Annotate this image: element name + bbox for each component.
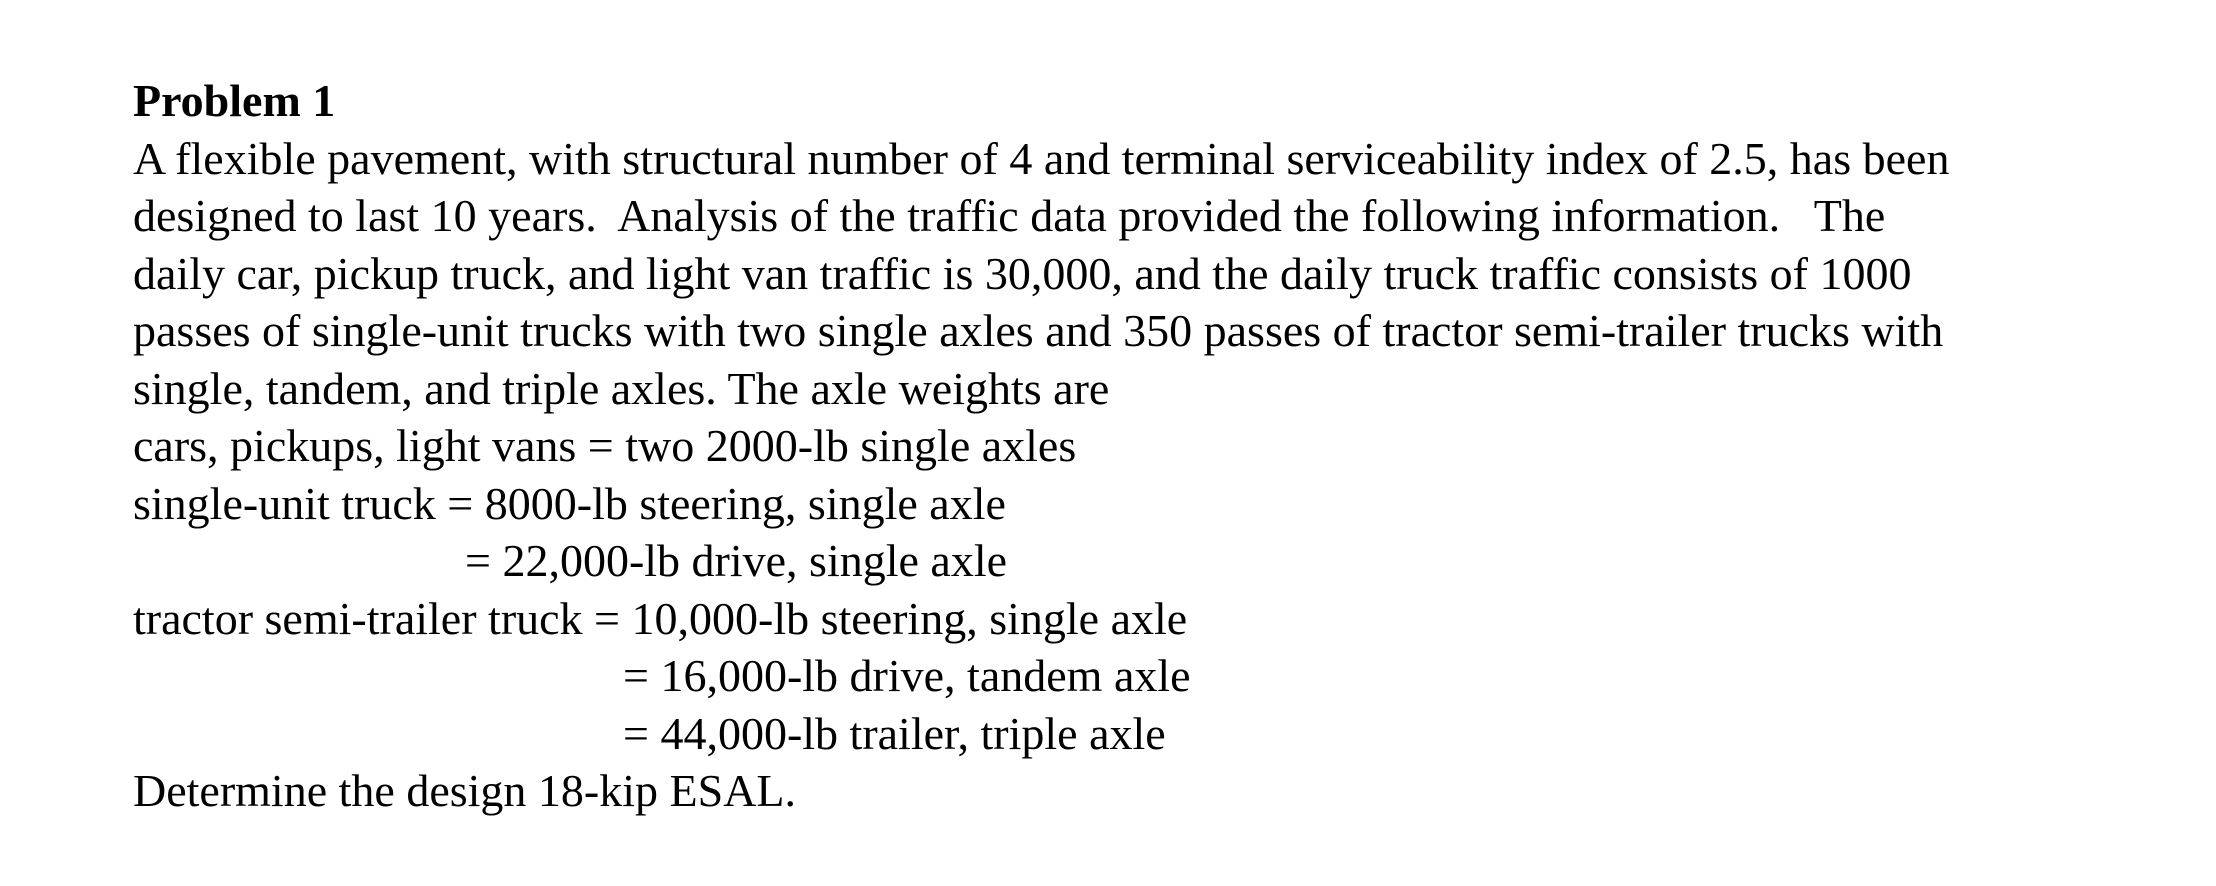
axle-line-semi-drive: = 16,000-lb drive, tandem axle — [623, 650, 1191, 701]
paragraph-line: daily car, pickup truck, and light van traffic is 30,000, and the daily truck traffic consists of 1000 — [133, 247, 1912, 299]
axle-line-cars: cars, pickups, light vans = two 2000-lb single axles — [133, 420, 1077, 471]
axle-line-semi-steering: tractor semi-trailer truck = 10,000-lb steering, single axle — [133, 592, 1188, 644]
problem-document — [133, 72, 2193, 820]
problem-title: Problem 1 — [133, 75, 336, 126]
axle-line-semi-trailer: = 44,000-lb trailer, triple axle — [623, 707, 1166, 759]
paragraph-line: passes of single-unit trucks with two single axles and 350 passes of tractor semi-trailer trucks with — [133, 305, 1944, 356]
axle-line-single-unit-steering: single-unit truck = 8000-lb steering, single axle — [133, 477, 1006, 529]
question-line: Determine the design 18-kip ESAL. — [133, 765, 797, 816]
paragraph-line: single, tandem, and triple axles. The axle weights are — [133, 362, 1110, 414]
axle-line-single-unit-drive: = 22,000-lb drive, single axle — [465, 535, 1008, 586]
paragraph-line: designed to last 10 years. Analysis of the traffic data provided the following information. The — [133, 190, 1886, 241]
paragraph-line: A flexible pavement, with structural number of 4 and terminal serviceability index of 2.5, has been — [133, 132, 1950, 184]
